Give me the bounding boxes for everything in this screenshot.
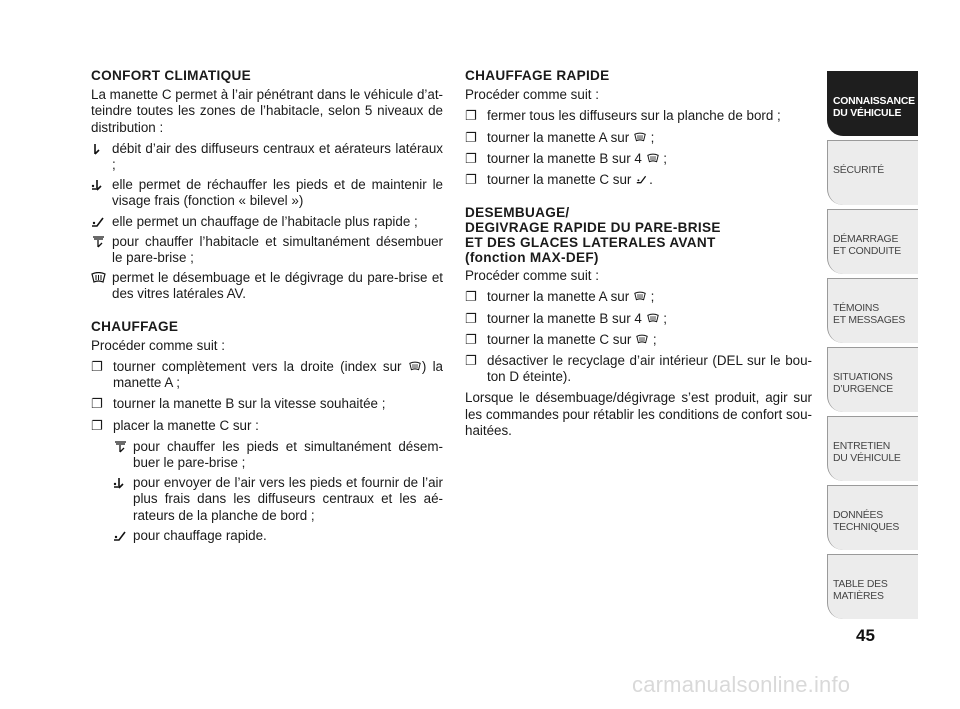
page-number: 45 [856,626,875,645]
submode-text: pour chauffer les pieds et simultanément désem-buer le pare-brise ; [133,438,443,471]
checkbox-icon: ❐ [465,353,477,369]
checkbox-icon: ❐ [465,108,477,124]
bilevel-vent-icon [91,179,106,191]
checkbox-icon: ❐ [465,331,477,347]
step-item: ❐ désactiver le recyclage d’air intérieur (DEL sur le bou-ton D éteinte). [465,353,812,385]
feet-defrost-icon [91,236,106,248]
windscreen-defrost-icon [409,361,421,372]
face-vent-icon [91,143,106,155]
windscreen-defrost-icon [634,291,646,302]
left-column [91,68,443,548]
tab-situations-urgence[interactable]: SITUATIONS D’URGENCE [827,347,918,412]
feet-vent-icon [636,174,648,185]
step-item: ❐ placer la manette C sur : [91,417,259,433]
checkbox-icon: ❐ [91,417,103,433]
checkbox-icon: ❐ [465,150,477,166]
submode-item [113,528,443,544]
heading-confort-climatique: CONFORT CLIMATIQUE [91,68,251,83]
step-item: ❐ tourner la manette C sur . [465,172,653,188]
submode-item [113,439,443,471]
right-column [465,68,812,444]
windscreen-defrost-icon [647,313,659,324]
mode-text: elle permet de réchauffer les pieds et de maintenir le visage frais (fonction « bilevel ») [112,177,443,209]
feet-vent-icon [113,530,128,542]
tab-temoins-messages[interactable]: TÉMOINS ET MESSAGES [827,278,918,343]
tab-securite[interactable]: SÉCURITÉ [827,140,918,205]
submode-item [113,475,443,524]
step-item: ❐ fermer tous les diffuseurs sur la planche de bord ; [465,108,781,124]
checkbox-icon: ❐ [91,359,103,375]
checkbox-icon: ❐ [91,396,103,412]
mode-text: permet le désembuage et le dégivrage du pare-brise et des vitres latérales AV. [112,270,443,302]
tab-table-matieres[interactable]: TABLE DES MATIÈRES [827,554,918,619]
mode-text: pour chauffer l’habitacle et simultanément désembuer le pare-brise ; [112,233,443,266]
mode-item [91,234,443,266]
checkbox-icon: ❐ [465,172,477,188]
windscreen-defrost-icon [636,334,648,345]
procedure-label: Procéder comme suit : [465,268,599,284]
step-item: ❐ tourner la manette A sur ; [465,129,655,145]
submode-text: pour chauffage rapide. [133,527,267,543]
intro-paragraph: La manette C permet à l’air pénétrant dans le véhicule d’at-teindre toutes les zones de l’habitacle, selon 5 niveaux de distribution : [91,87,443,135]
mode-item [91,270,443,302]
feet-defrost-icon [113,441,128,453]
chapter-tabs [827,71,918,623]
submode-text: pour envoyer de l’air vers les pieds et fournir de l’air plus frais dans les diffuseurs centraux et les aé-rateurs de la planche de bord ; [133,475,443,523]
checkbox-icon: ❐ [465,129,477,145]
tab-connaissance-vehicule[interactable]: CONNAISSANCE DU VÉHICULE [827,71,918,136]
checkbox-icon: ❐ [465,289,477,305]
procedure-label: Procéder comme suit : [91,337,225,353]
tab-entretien-vehicule[interactable]: ENTRETIEN DU VÉHICULE [827,416,918,481]
windscreen-defrost-icon [647,153,659,164]
checkbox-icon: ❐ [465,310,477,326]
closing-paragraph: Lorsque le désembuage/dégivrage s’est produit, agir sur les commandes pour rétablir les conditions de confort sou-haitées. [465,390,812,438]
windscreen-defrost-icon [91,272,106,284]
windscreen-defrost-icon [634,132,646,143]
bilevel-vent-icon [113,477,128,489]
tab-demarrage-conduite[interactable]: DÉMARRAGE ET CONDUITE [827,209,918,274]
heading-chauffage-rapide: CHAUFFAGE RAPIDE [465,68,610,83]
heading-max-def: DESEMBUAGE/ DEGIVRAGE RAPIDE DU PARE-BRISE ET DES GLACES LATERALES AVANT (fonction MAX-DEF) [465,205,721,266]
mode-item [91,141,443,173]
step-item: ❐ tourner la manette B sur 4 ; [465,150,668,166]
step-item: ❐ tourner la manette B sur 4 ; [465,310,668,326]
step-item: ❐ tourner la manette A sur ; [465,289,655,305]
procedure-label: Procéder comme suit : [465,87,599,103]
tab-donnees-techniques[interactable]: DONNÉES TECHNIQUES [827,485,918,550]
step-item: ❐ tourner la manette C sur ; [465,331,657,347]
feet-vent-icon [91,216,106,228]
heading-chauffage: CHAUFFAGE [91,318,179,334]
step-item: ❐ tourner complètement vers la droite (index sur ) la manette A ; [91,359,443,391]
mode-text: elle permet un chauffage de l’habitacle plus rapide ; [112,213,418,229]
mode-item [91,177,443,209]
step-item: ❐ tourner la manette B sur la vitesse souhaitée ; [91,396,386,412]
mode-text: débit d’air des diffuseurs centraux et aérateurs latéraux ; [112,140,443,173]
mode-item [91,214,443,230]
watermark: carmanualsonline.info [632,672,851,697]
